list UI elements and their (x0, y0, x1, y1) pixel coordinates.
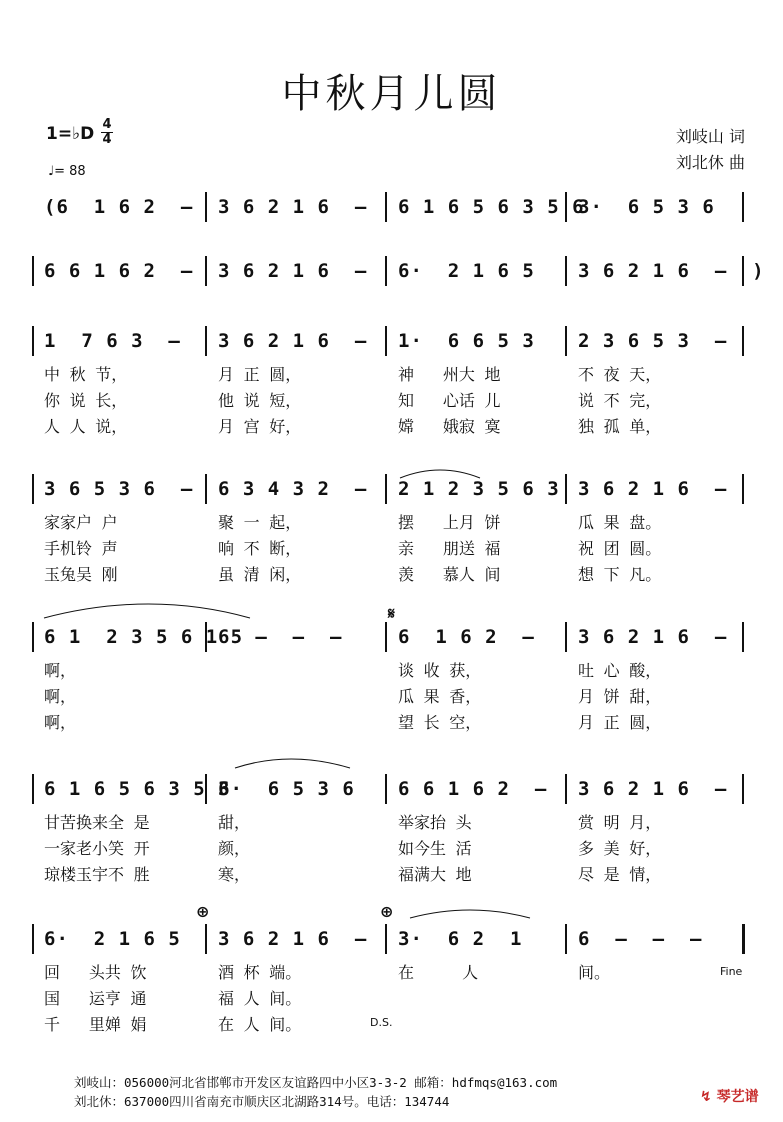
measure-notes: 3 6 2 1 6 – (578, 778, 728, 800)
lyric-verse-3: 想 下 凡。 (578, 565, 662, 584)
lyric-verse-2: 你 说 长， (44, 391, 128, 410)
lyric-verse-2: 国 运亨 通 (44, 989, 147, 1008)
lyric-verse-3: 在 人 间。 (218, 1015, 302, 1034)
slur (44, 604, 250, 618)
lyric-verse-1: 吐 心 酸， (578, 661, 662, 680)
measure-notes: 3 6 5 3 6 – (44, 478, 194, 500)
lyric-verse-3: 羡 慕人 间 (398, 565, 501, 584)
lyric-verse-3: 人 人 说， (44, 417, 128, 436)
lyric-verse-1: 瓜 果 盘。 (578, 513, 662, 532)
lyric-verse-2: 啊， (44, 687, 77, 706)
lyric-verse-2: 如今生 活 (398, 839, 472, 858)
lyric-verse-1: 摆 上月 饼 (398, 513, 501, 532)
lyric-verse-1: 聚 一 起， (218, 513, 302, 532)
measure-notes: 6 1 6 2 – (398, 626, 535, 648)
coda-sign-2: ⊕ (380, 902, 394, 921)
measure-notes: 1· 6 6 5 3 (398, 330, 535, 352)
ds-mark: D.S. (370, 1016, 393, 1029)
lyric-verse-1: 不 夜 天， (578, 365, 662, 384)
lyric-verse-2: 亲 朋送 福 (398, 539, 501, 558)
lyric-verse-3: 尽 是 情， (578, 865, 662, 884)
lyric-verse-1: 回 头共 饮 (44, 963, 147, 982)
lyric-verse-1: 谈 收 获， (398, 661, 482, 680)
segno-sign: 𝄋 (388, 604, 395, 623)
lyric-verse-3: 福满大 地 (398, 865, 472, 884)
lyric-verse-2: 知 心话 儿 (398, 391, 501, 410)
measure-notes: 3 6 2 1 6 – (218, 260, 368, 282)
measure-notes: 6 1 6 5 6 3 5 6 (44, 778, 231, 800)
lyric-verse-3: 啊， (44, 713, 77, 732)
measure-notes: 3· 6 5 3 6 (578, 196, 715, 218)
tempo-mark: ♩= 88 (48, 164, 86, 179)
lyric-verse-2: 说 不 完， (578, 391, 662, 410)
composer-credit: 刘北休 曲 (675, 153, 745, 172)
lyric-verse-1: 甘苦换来全 是 (44, 813, 150, 832)
lyric-verse-2: 响 不 断， (218, 539, 302, 558)
measure-notes: (6 1 6 2 – (44, 196, 194, 218)
measure-notes: 3· 6 5 3 6 (218, 778, 355, 800)
lyric-verse-2: 月 饼 甜， (578, 687, 662, 706)
lyric-verse-1: 神 州大 地 (398, 365, 501, 384)
measure-notes: 3 6 2 1 6 – (218, 928, 368, 950)
coda-sign-1: ⊕ (196, 902, 210, 921)
measure-notes: 3 6 2 1 6 – ) (578, 260, 765, 282)
lyric-verse-1: 酒 杯 端。 (218, 963, 302, 982)
lyric-verse-3: 玉兔吴 刚 (44, 565, 118, 584)
lyric-verse-1: 啊， (44, 661, 77, 680)
lyric-verse-3: 月 宫 好， (218, 417, 302, 436)
measure-notes: 3 6 2 1 6 – (578, 478, 728, 500)
measure-notes: 6 – – – (218, 626, 343, 648)
slur (235, 759, 350, 768)
measure-notes: 1 7 6 3 – (44, 330, 181, 352)
slur (400, 470, 480, 478)
lyric-verse-2: 手机铃 声 (44, 539, 118, 558)
lyric-verse-3: 嫦 娥寂 寞 (398, 417, 501, 436)
measure-notes: 6 6 1 6 2 – (44, 260, 194, 282)
measure-notes: 6· 2 1 6 5 (44, 928, 181, 950)
lyric-verse-1: 甜， (218, 813, 251, 832)
measure-notes: 2 3 6 5 3 – (578, 330, 728, 352)
lyric-verse-3: 寒， (218, 865, 251, 884)
lyric-verse-1: 赏 明 月， (578, 813, 662, 832)
lyric-verse-1: 月 正 圆， (218, 365, 302, 384)
lyric-verse-2: 祝 团 圆。 (578, 539, 662, 558)
lyricist-credit: 刘岐山 词 (675, 127, 745, 146)
lyric-verse-3: 琼楼玉宇不 胜 (44, 865, 150, 884)
meter-bottom: 4 (102, 132, 112, 147)
lyric-verse-1: 在 人 (398, 963, 479, 982)
lyric-verse-3: 月 正 圆， (578, 713, 662, 732)
lyric-verse-1: 中 秋 节， (44, 365, 128, 384)
measure-notes: 3 6 2 1 6 – (578, 626, 728, 648)
footer-line-2: 刘北休：637000四川省南充市顺庆区北湖路314号。电话：134744 (74, 1094, 450, 1109)
song-title: 中秋月儿圆 (281, 71, 502, 117)
lyric-verse-2: 颜， (218, 839, 251, 858)
measure-notes: 3 6 2 1 6 – (218, 330, 368, 352)
measure-notes: 6 3 4 3 2 – (218, 478, 368, 500)
measure-notes: 3· 6 2 1 (398, 928, 523, 950)
measure-notes: 6 1 2 3 5 6 1 5 (44, 626, 244, 648)
lyric-verse-1: 举家抬 头 (398, 813, 472, 832)
lyric-verse-3: 虽 清 闲， (218, 565, 302, 584)
lyric-verse-2: 他 说 短， (218, 391, 302, 410)
slur (410, 910, 530, 918)
lyric-verse-2: 瓜 果 香， (398, 687, 482, 706)
measure-notes: 6 6 1 6 2 – (398, 778, 548, 800)
measure-notes: 6 – – – (578, 928, 703, 950)
lyric-verse-2: 福 人 间。 (218, 989, 302, 1008)
lyric-verse-1: 间。 (578, 963, 611, 982)
logo-text: 琴艺谱 (716, 1089, 759, 1105)
logo-mark-icon: ↯ (700, 1089, 712, 1105)
footer-line-1: 刘岐山：056000河北省邯郸市开发区友谊路四中小区3-3-2 邮箱：hdfmqs@163.com (74, 1075, 558, 1090)
measure-notes: 3 6 2 1 6 – (218, 196, 368, 218)
key-signature: 1=♭D (46, 124, 95, 144)
lyric-verse-3: 望 长 空， (398, 713, 482, 732)
measure-notes: 2 1 2 3 5 6 3 (398, 478, 560, 500)
fine-mark: Fine (720, 965, 743, 978)
meter-top: 4 (102, 117, 112, 132)
lyric-verse-3: 千 里婵 娟 (44, 1015, 147, 1034)
lyric-verse-2: 一家老小笑 开 (44, 839, 150, 858)
lyric-verse-2: 多 美 好， (578, 839, 662, 858)
lyric-verse-1: 家家户 户 (44, 513, 118, 532)
measure-notes: 6 1 6 5 6 3 5 6 (398, 196, 585, 218)
lyric-verse-3: 独 孤 单， (578, 417, 662, 436)
measure-notes: 6· 2 1 6 5 (398, 260, 535, 282)
